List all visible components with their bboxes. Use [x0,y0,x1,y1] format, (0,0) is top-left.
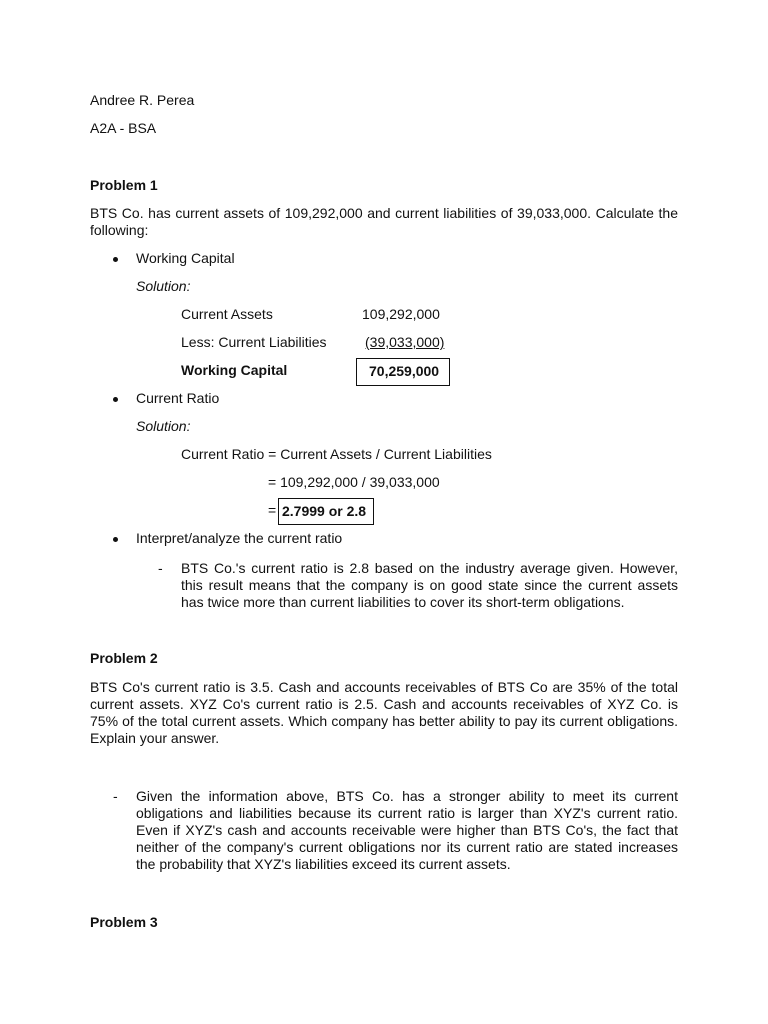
item-interpret: Interpret/analyze the current ratio [136,530,343,546]
current-assets-label: Current Assets [181,306,273,322]
current-liabilities-value: (39,033,000) [365,334,445,350]
problem-2-answer: Given the information above, BTS Co. has a stronger ability to meet its current obligations and liabilities because its current ratio is larger than XYZ's current ratio. Even if XYZ's cash and accounts receivable were higher than BTS Co's, the fact that neither of the company's current obligations nor its current ratio are stated increases the probability that XYZ's liabilities exceed its current assets. [136,788,678,872]
working-capital-result-box [356,358,450,386]
bullet-icon [113,257,118,262]
problem-1-statement: BTS Co. has current assets of 109,292,000 and current liabilities of 39,033,000. Calculate the following: [90,205,678,238]
current-ratio-result-box [278,498,374,525]
current-ratio-substitution: = 109,292,000 / 39,033,000 [268,474,440,490]
bullet-icon [113,537,118,542]
interpretation-text: BTS Co.'s current ratio is 2.8 based on the industry average given. However, this result means that the company is on good state since the current assets has twice more than current liabilities to cover its short-term obligations. [181,560,678,610]
problem-2-title: Problem 2 [90,650,158,666]
item-working-capital: Working Capital [136,250,235,266]
bullet-icon [113,397,118,402]
current-ratio-formula: Current Ratio = Current Assets / Current Liabilities [181,446,492,462]
student-section: A2A - BSA [90,120,157,136]
current-ratio-result-value: 2.7999 or 2.8 [282,503,367,519]
problem-2-statement: BTS Co's current ratio is 3.5. Cash and accounts receivables of BTS Co are 35% of the total current assets. XYZ Co's current ratio is 2.5. Cash and accounts receivables of XYZ Co. is 75% of the total current assets. Which company has better ability to pay its current obligations. Explain your answer. [90,679,678,746]
current-ratio-equals: = [268,502,277,518]
problem-3-title: Problem 3 [90,914,158,930]
solution-label: Solution: [136,278,191,294]
interpretation-dash: - [158,560,163,576]
student-name: Andree R. Perea [90,92,195,108]
working-capital-result-value: 70,259,000 [369,363,440,379]
current-assets-value: 109,292,000 [362,306,440,322]
current-liabilities-label: Less: Current Liabilities [181,334,327,350]
working-capital-result-label: Working Capital [181,362,288,378]
answer-dash: - [113,788,118,804]
solution-label: Solution: [136,418,191,434]
problem-1-title: Problem 1 [90,177,158,193]
item-current-ratio: Current Ratio [136,390,220,406]
